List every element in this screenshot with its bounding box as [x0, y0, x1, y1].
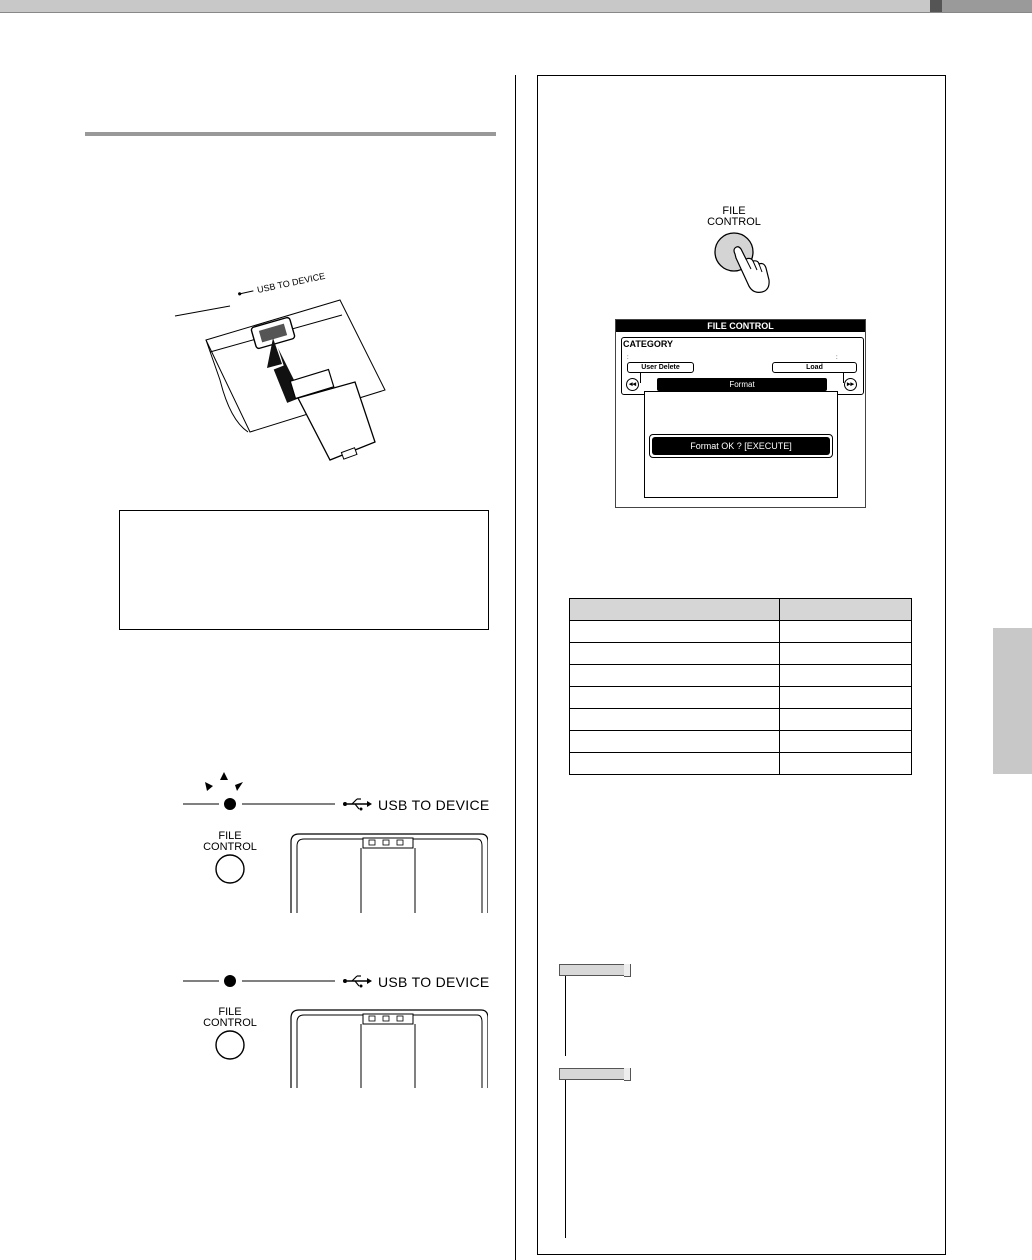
table-row — [570, 753, 912, 775]
table-row — [570, 621, 912, 643]
lcd-item-previous: User Delete — [627, 362, 694, 373]
table-row — [570, 687, 912, 709]
lcd-rewind-icon: ◂◂ — [626, 378, 639, 391]
file-control-button-icon — [216, 855, 244, 883]
lcd-category-label: CATEGORY — [623, 339, 674, 349]
page-header-rule — [0, 12, 1032, 13]
usb-lamp-icon — [224, 975, 236, 987]
section-heading-rule — [85, 132, 496, 136]
note-box — [119, 510, 489, 630]
table-row — [570, 731, 912, 753]
file-control-label-1: FILE CONTROL — [203, 830, 257, 853]
usb-to-device-label-1: USB TO DEVICE — [378, 797, 490, 813]
file-control-label-2: FILE CONTROL — [203, 1006, 257, 1029]
table-row — [570, 709, 912, 731]
usb-insertion-illustration — [170, 270, 400, 480]
page-header-bar — [0, 0, 1032, 12]
usb-symbol-icon — [343, 976, 372, 988]
page-header-marker — [930, 0, 942, 12]
note-bar-1 — [565, 976, 566, 1056]
usb-lamp-icon — [224, 798, 236, 810]
usb-illustration-label: USB TO DEVICE — [256, 270, 326, 295]
lcd-forward-icon: ▸▸ — [844, 378, 857, 391]
column-divider — [515, 75, 516, 1260]
chapter-side-tab — [993, 628, 1032, 774]
page-header-tab — [942, 0, 1032, 12]
lcd-item-next: Load — [772, 362, 857, 373]
file-control-button-label: FILE CONTROL — [707, 205, 761, 228]
usb-symbol-icon — [343, 799, 372, 811]
lcd-title: FILE CONTROL — [616, 320, 865, 332]
lcd-format-prompt: Format OK ? [EXECUTE] — [652, 437, 830, 455]
lcd-current-item: Format — [657, 378, 827, 391]
usb-to-device-label-2: USB TO DEVICE — [378, 974, 490, 990]
file-control-press-illustration — [712, 232, 774, 300]
capacity-table — [569, 598, 912, 775]
table-header-row — [570, 599, 912, 621]
note-tag-2 — [559, 1068, 629, 1080]
note-bar-2 — [565, 1080, 566, 1238]
table-row — [570, 643, 912, 665]
file-control-button-icon — [216, 1031, 244, 1059]
table-row — [570, 665, 912, 687]
note-tag-1 — [559, 964, 629, 976]
